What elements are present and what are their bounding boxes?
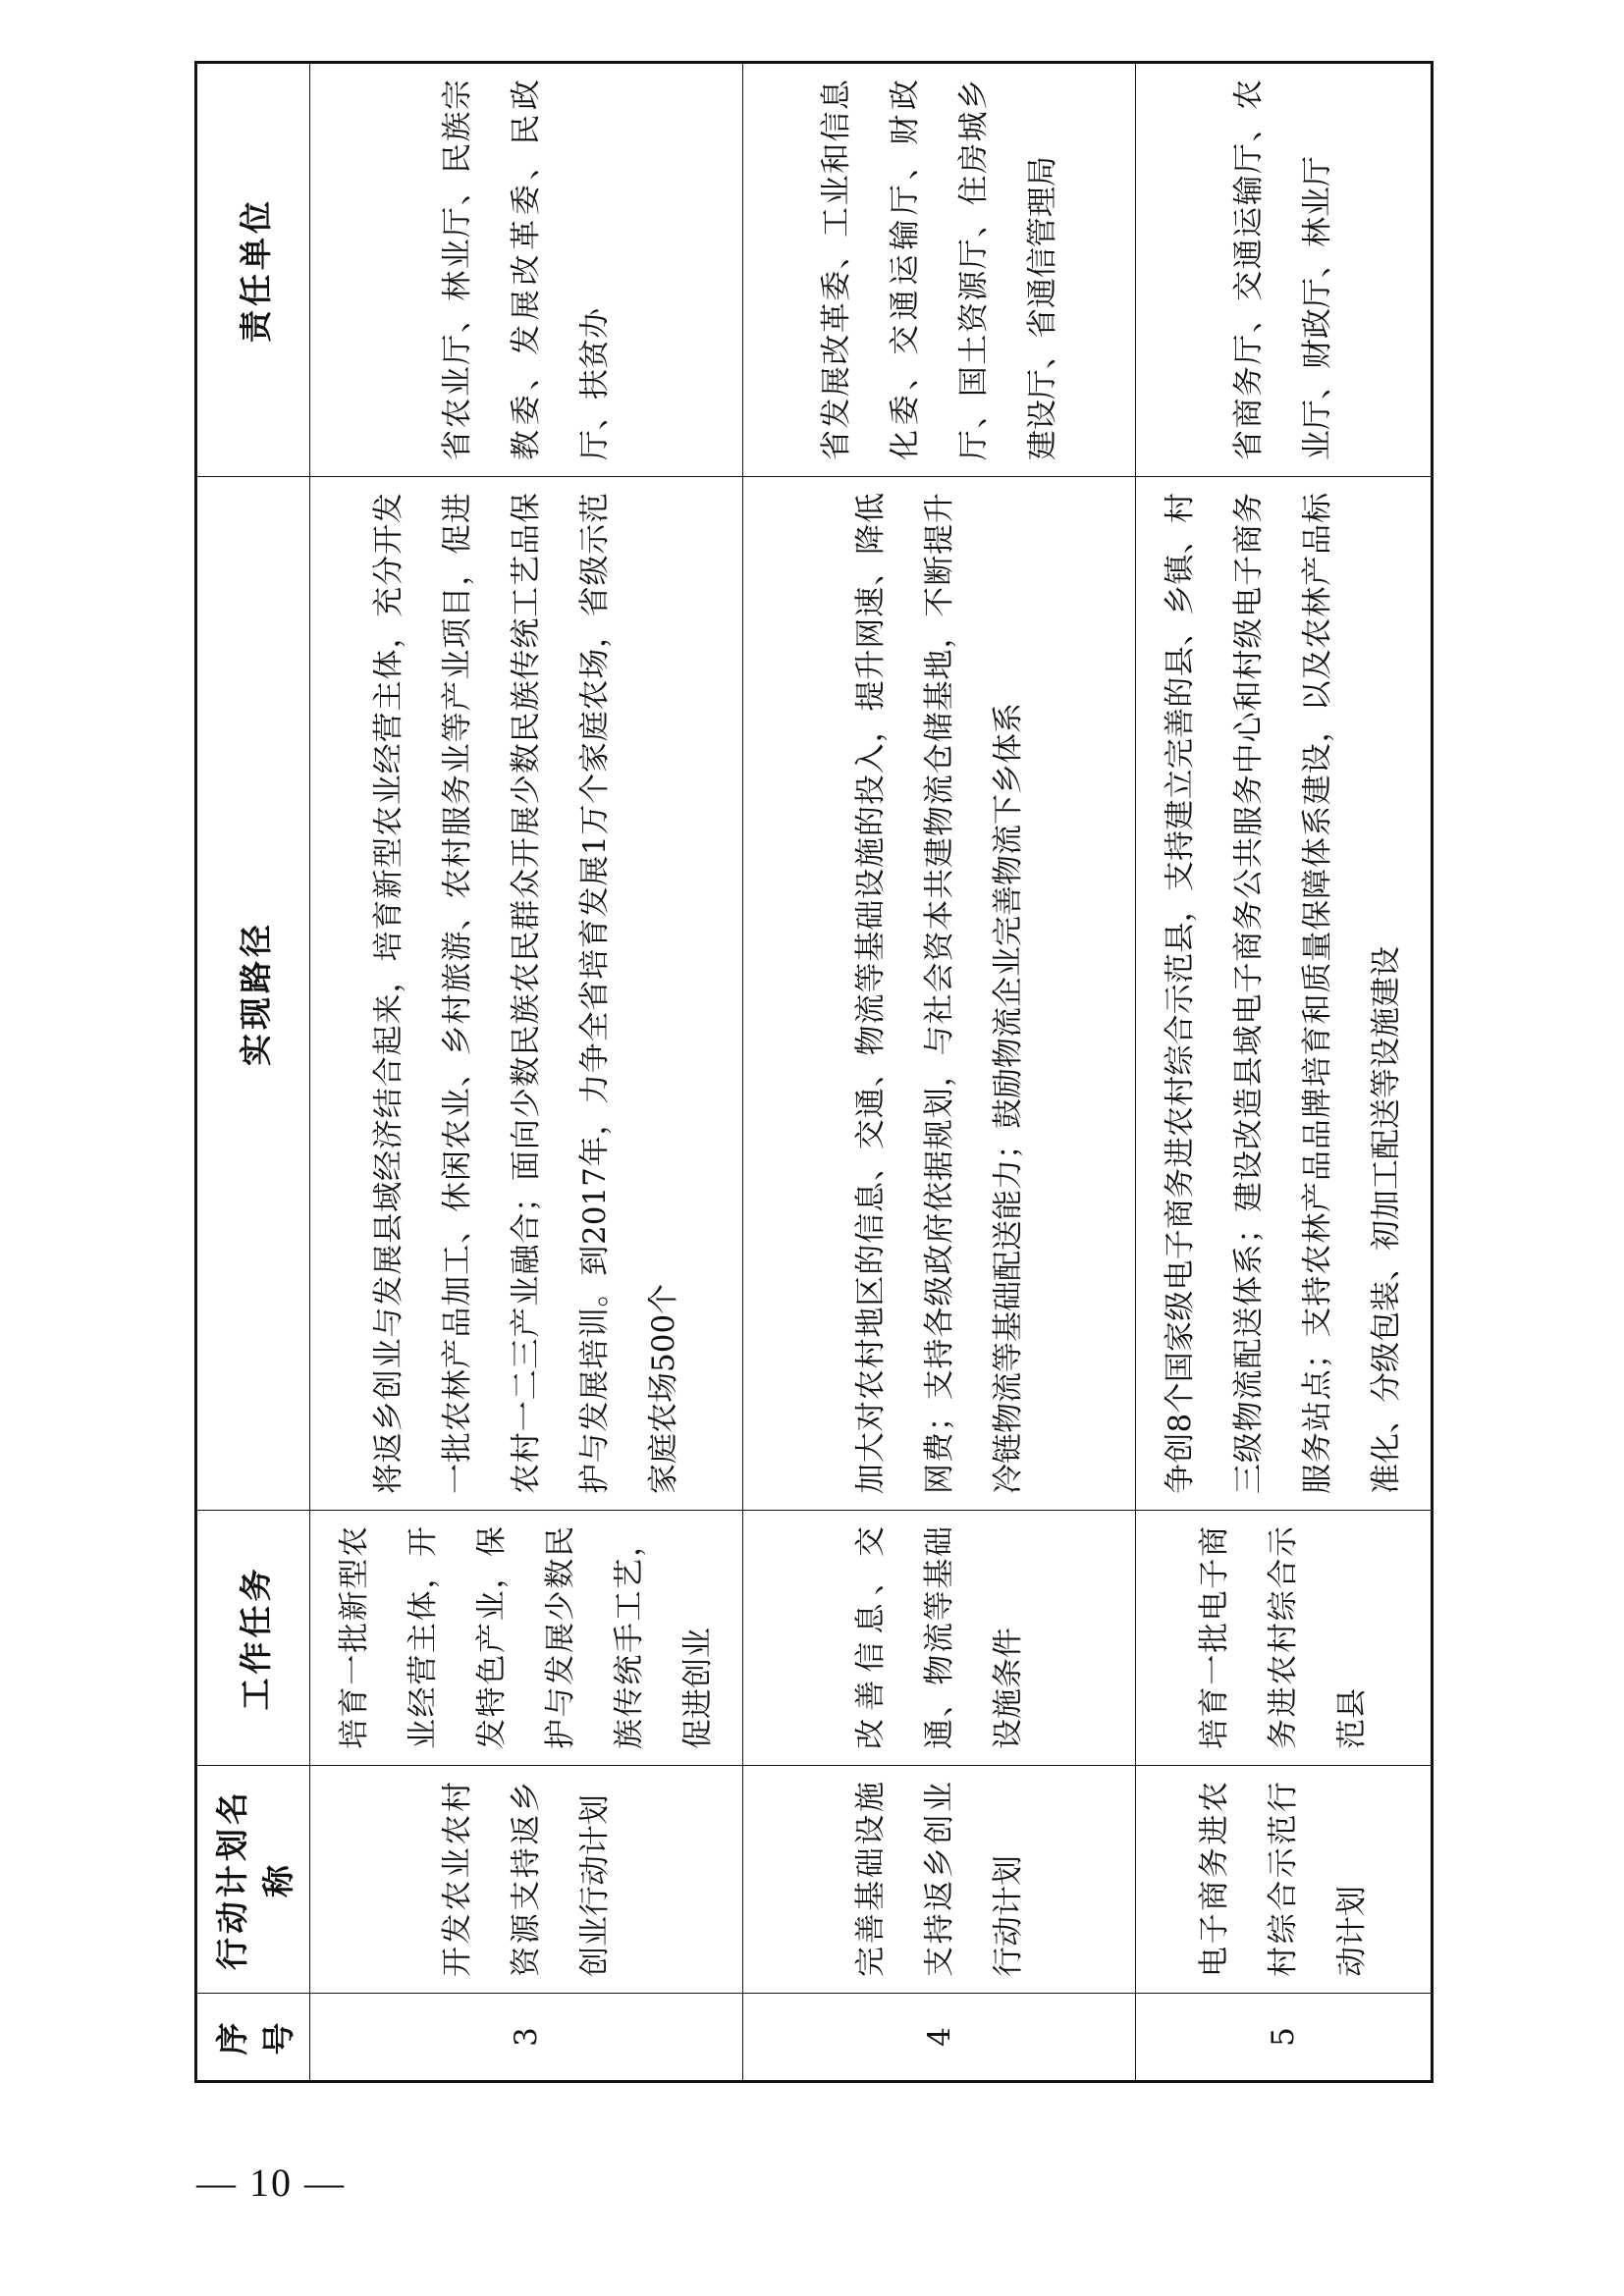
action-plan-table <box>194 61 1434 2083</box>
row-no: 5 <box>1136 1994 1433 2082</box>
row-work-task: 培育一批新型农业经营主体，开发特色产业，保护与发展少数民族传统手工艺，促进创业 <box>310 1511 743 1766</box>
row-work-task: 改善信息、交通、物流等基础设施条件 <box>743 1511 1136 1766</box>
row-work-task: 培育一批电子商务进农村综合示范县 <box>1136 1511 1433 1766</box>
header-implementation-path: 实现路径 <box>196 477 310 1511</box>
row-no: 3 <box>310 1994 743 2082</box>
header-responsible-unit: 责任单位 <box>196 63 310 477</box>
row-implementation-path: 争创8个国家级电子商务进农村综合示范县，支持建立完善的县、乡镇、村三级物流配送体系；建设改造县域电子商务公共服务中心和村级电子商务服务站点；支持农林产品品牌培育和质量保障体系建设，以及农林产品标准化、分级包装、初加工配送等设施建设 <box>1136 477 1433 1511</box>
row-plan-name: 电子商务进农村综合示范行动计划 <box>1136 1766 1433 1994</box>
table-row <box>1136 63 1433 2082</box>
row-responsible-unit: 省发展改革委、工业和信息化委、交通运输厅、财政厅、国土资源厅、住房城乡建设厅、省通信管理局 <box>743 63 1136 477</box>
rotated-table-container <box>194 64 1404 2083</box>
row-no: 4 <box>743 1994 1136 2082</box>
table-row <box>743 63 1136 2082</box>
header-plan-name: 行动计划名称 <box>196 1766 310 1994</box>
header-work-task: 工作任务 <box>196 1511 310 1766</box>
row-responsible-unit: 省商务厅、交通运输厅、农业厅、财政厅、林业厅 <box>1136 63 1433 477</box>
row-responsible-unit: 省农业厅、林业厅、民族宗教委、发展改革委、民政厅、扶贫办 <box>310 63 743 477</box>
header-no: 序号 <box>196 1994 310 2082</box>
row-plan-name: 开发农业农村资源支持返乡创业行动计划 <box>310 1766 743 1994</box>
page-number: — 10 — <box>196 2161 346 2205</box>
row-implementation-path: 加大对农村地区的信息、交通、物流等基础设施的投入，提升网速、降低网费；支持各级政府依据规划，与社会资本共建物流仓储基地，不断提升冷链物流等基础配送能力；鼓励物流企业完善物流下乡体系 <box>743 477 1136 1511</box>
row-plan-name: 完善基础设施支持返乡创业行动计划 <box>743 1766 1136 1994</box>
row-implementation-path: 将返乡创业与发展县域经济结合起来，培育新型农业经营主体，充分开发一批农林产品加工、休闲农业、乡村旅游、农村服务业等产业项目，促进农村一二三产业融合；面向少数民族农民群众开展少数民族传统工艺品保护与发展培训。到2017年，力争全省培育发展1万个家庭农场，省级示范家庭农场500个 <box>310 477 743 1511</box>
table-header-row <box>196 63 310 2082</box>
table-row <box>310 63 743 2082</box>
